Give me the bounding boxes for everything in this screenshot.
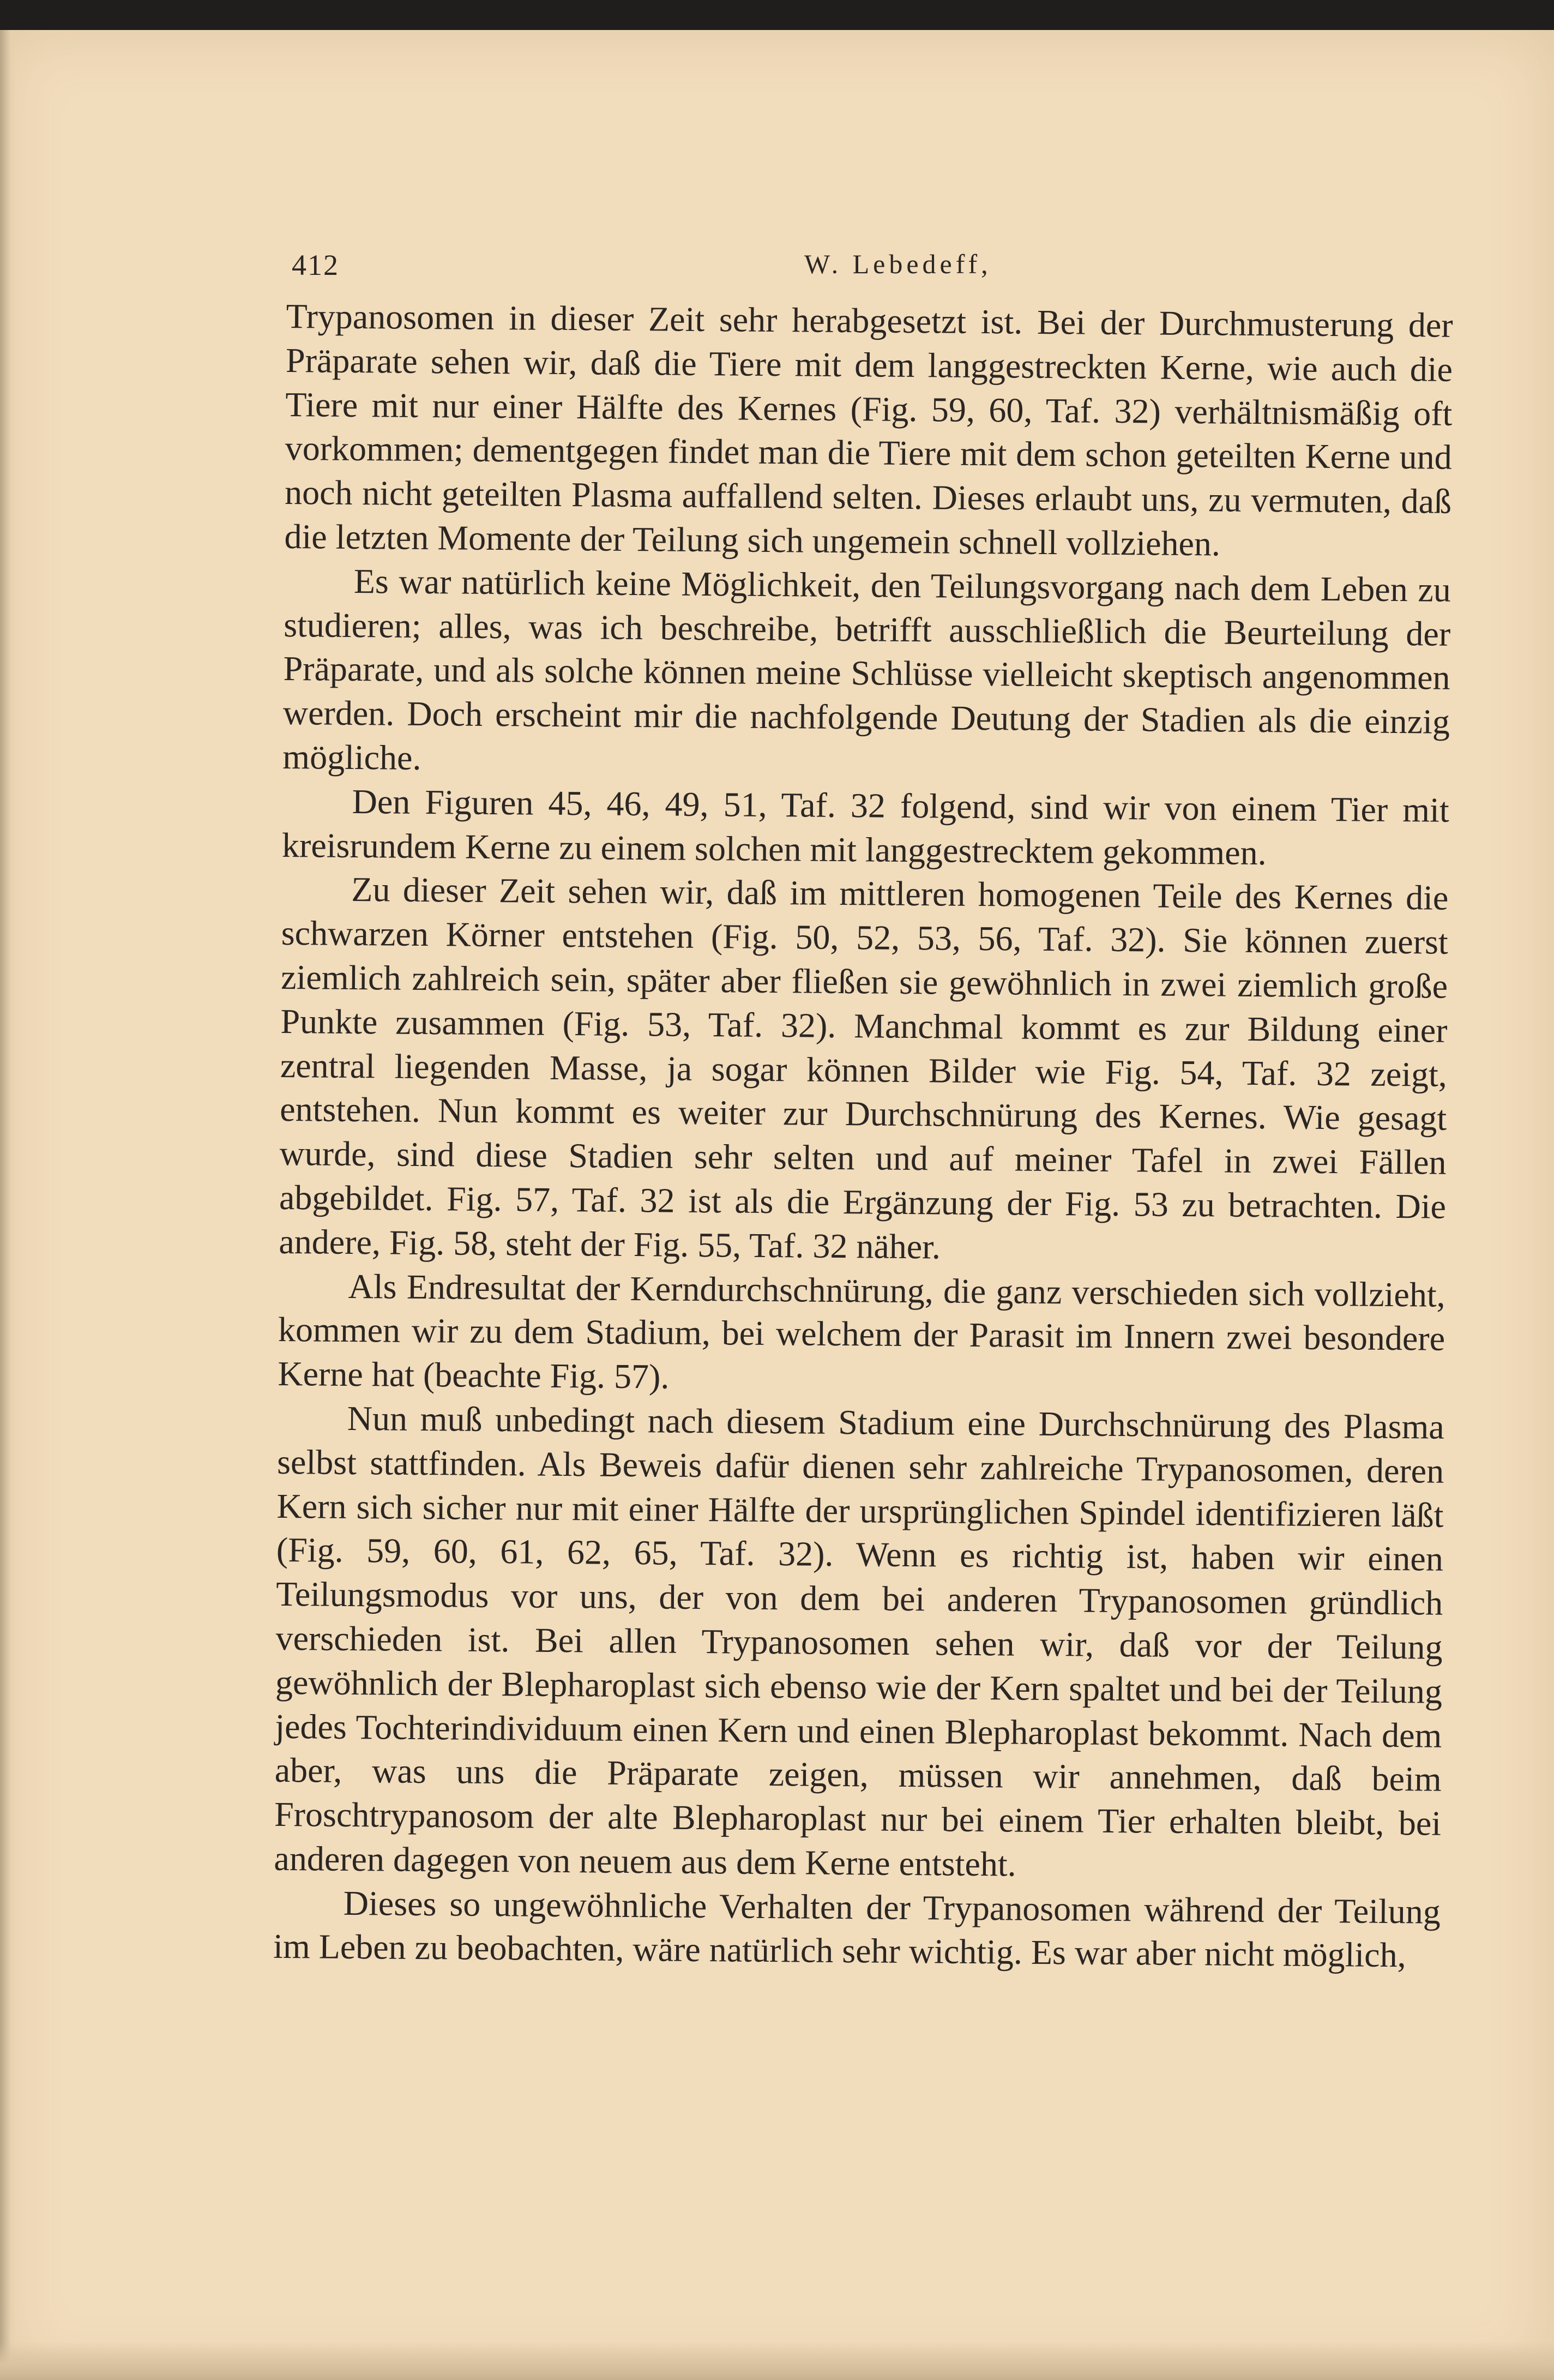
paragraph-6: Nun muß unbedingt nach diesem Stadium eine Durchschnürung des Plasma selbst stattfinden. Als Beweis dafür dienen sehr zahlreiche Trypanosomen, deren Kern sich sicher nur mit einer Hälfte der ursprünglichen Spindel identifizieren läßt (Fig. 59, 60, 61, 62, 65, Taf. 32). Wenn es richtig ist, haben wir einen Teilungsmodus vor uns, der von dem bei anderen Trypanosomen gründlich verschieden ist. Bei allen Trypanosomen sehen wir, daß vor der Teilung gewöhnlich der Blepharoplast sich ebenso wie der Kern spaltet und bei der Teilung jedes Tochterindividuum einen Kern und einen Blepharoplast bekommt. Nach dem aber, was uns die Präparate zeigen, müssen wir annehmen, daß beim Froschtrypanosom der alte Blepharoplast nur bei einem Tier erhalten bleibt, bei anderen dagegen von neuem aus dem Kerne entsteht. — [274, 1398, 1445, 1884]
paragraph-7: Dieses so ungewöhnliche Verhalten der Trypanosomen während der Teilung im Leben zu beobachten, wäre natürlich sehr wichtig. Es war aber nicht möglich, — [273, 1883, 1441, 1975]
paragraph-3: Den Figuren 45, 46, 49, 51, Taf. 32 folgend, sind wir von einem Tier mit kreisrundem Kerne zu einem solchen mit langgestrecktem gekommen. — [281, 782, 1449, 872]
paragraph-5: Als Endresultat der Kerndurchschnürung, die ganz verschieden sich vollzieht, kommen wir zu dem Stadium, bei welchem der Parasit im Innern zwei besondere Kerne hat (beachte Fig. 57). — [278, 1266, 1445, 1396]
running-head: W. Lebedeff, — [804, 249, 992, 279]
paragraph-2: Es war natürlich keine Möglichkeit, den Teilungsvorgang nach dem Leben zu studieren; alles, was ich beschreibe, betrifft ausschließlich die Beurteilung der Präparate, und als solche können meine Schlüsse vielleicht skeptisch angenommen werden. Doch erscheint mir die nachfolgende Deutung der Stadien als die einzig mögliche. — [282, 561, 1451, 777]
body-text — [273, 295, 1453, 1978]
page-number: 412 — [292, 249, 339, 281]
page-header — [292, 248, 1459, 297]
paragraph-4: Zu dieser Zeit sehen wir, daß im mittleren homogenen Teile des Kernes die schwarzen Körner entstehen (Fig. 50, 52, 53, 56, Taf. 32). Sie können zuerst ziemlich zahlreich sein, später aber fließen sie gewöhnlich in zwei ziemlich große Punkte zusammen (Fig. 53, Taf. 32). Manchmal kommt es zur Bildung einer zentral liegenden Masse, ja sogar können Bilder wie Fig. 54, Taf. 32 zeigt, entstehen. Nun kommt es weiter zur Durchschnürung des Kernes. Wie gesagt wurde, sind diese Stadien sehr selten und auf meiner Tafel in zwei Fällen abgebildet. Fig. 57, Taf. 32 ist als die Ergänzung der Fig. 53 zu betrachten. Die andere, Fig. 58, steht der Fig. 55, Taf. 32 näher. — [279, 870, 1449, 1266]
paragraph-1: Trypanosomen in dieser Zeit sehr herabgesetzt ist. Bei der Durchmusterung der Präparate sehen wir, daß die Tiere mit dem langgestreckten Kerne, wie auch die Tiere mit nur einer Hälfte des Kernes (Fig. 59, 60, Taf. 32) verhältnismäßig oft vorkommen; dementgegen findet man die Tiere mit dem schon geteilten Kerne und noch nicht geteilten Plasma auffallend selten. Dieses erlaubt uns, zu vermuten, daß die letzten Momente der Teilung sich ungemein schnell vollziehen. — [284, 296, 1453, 563]
